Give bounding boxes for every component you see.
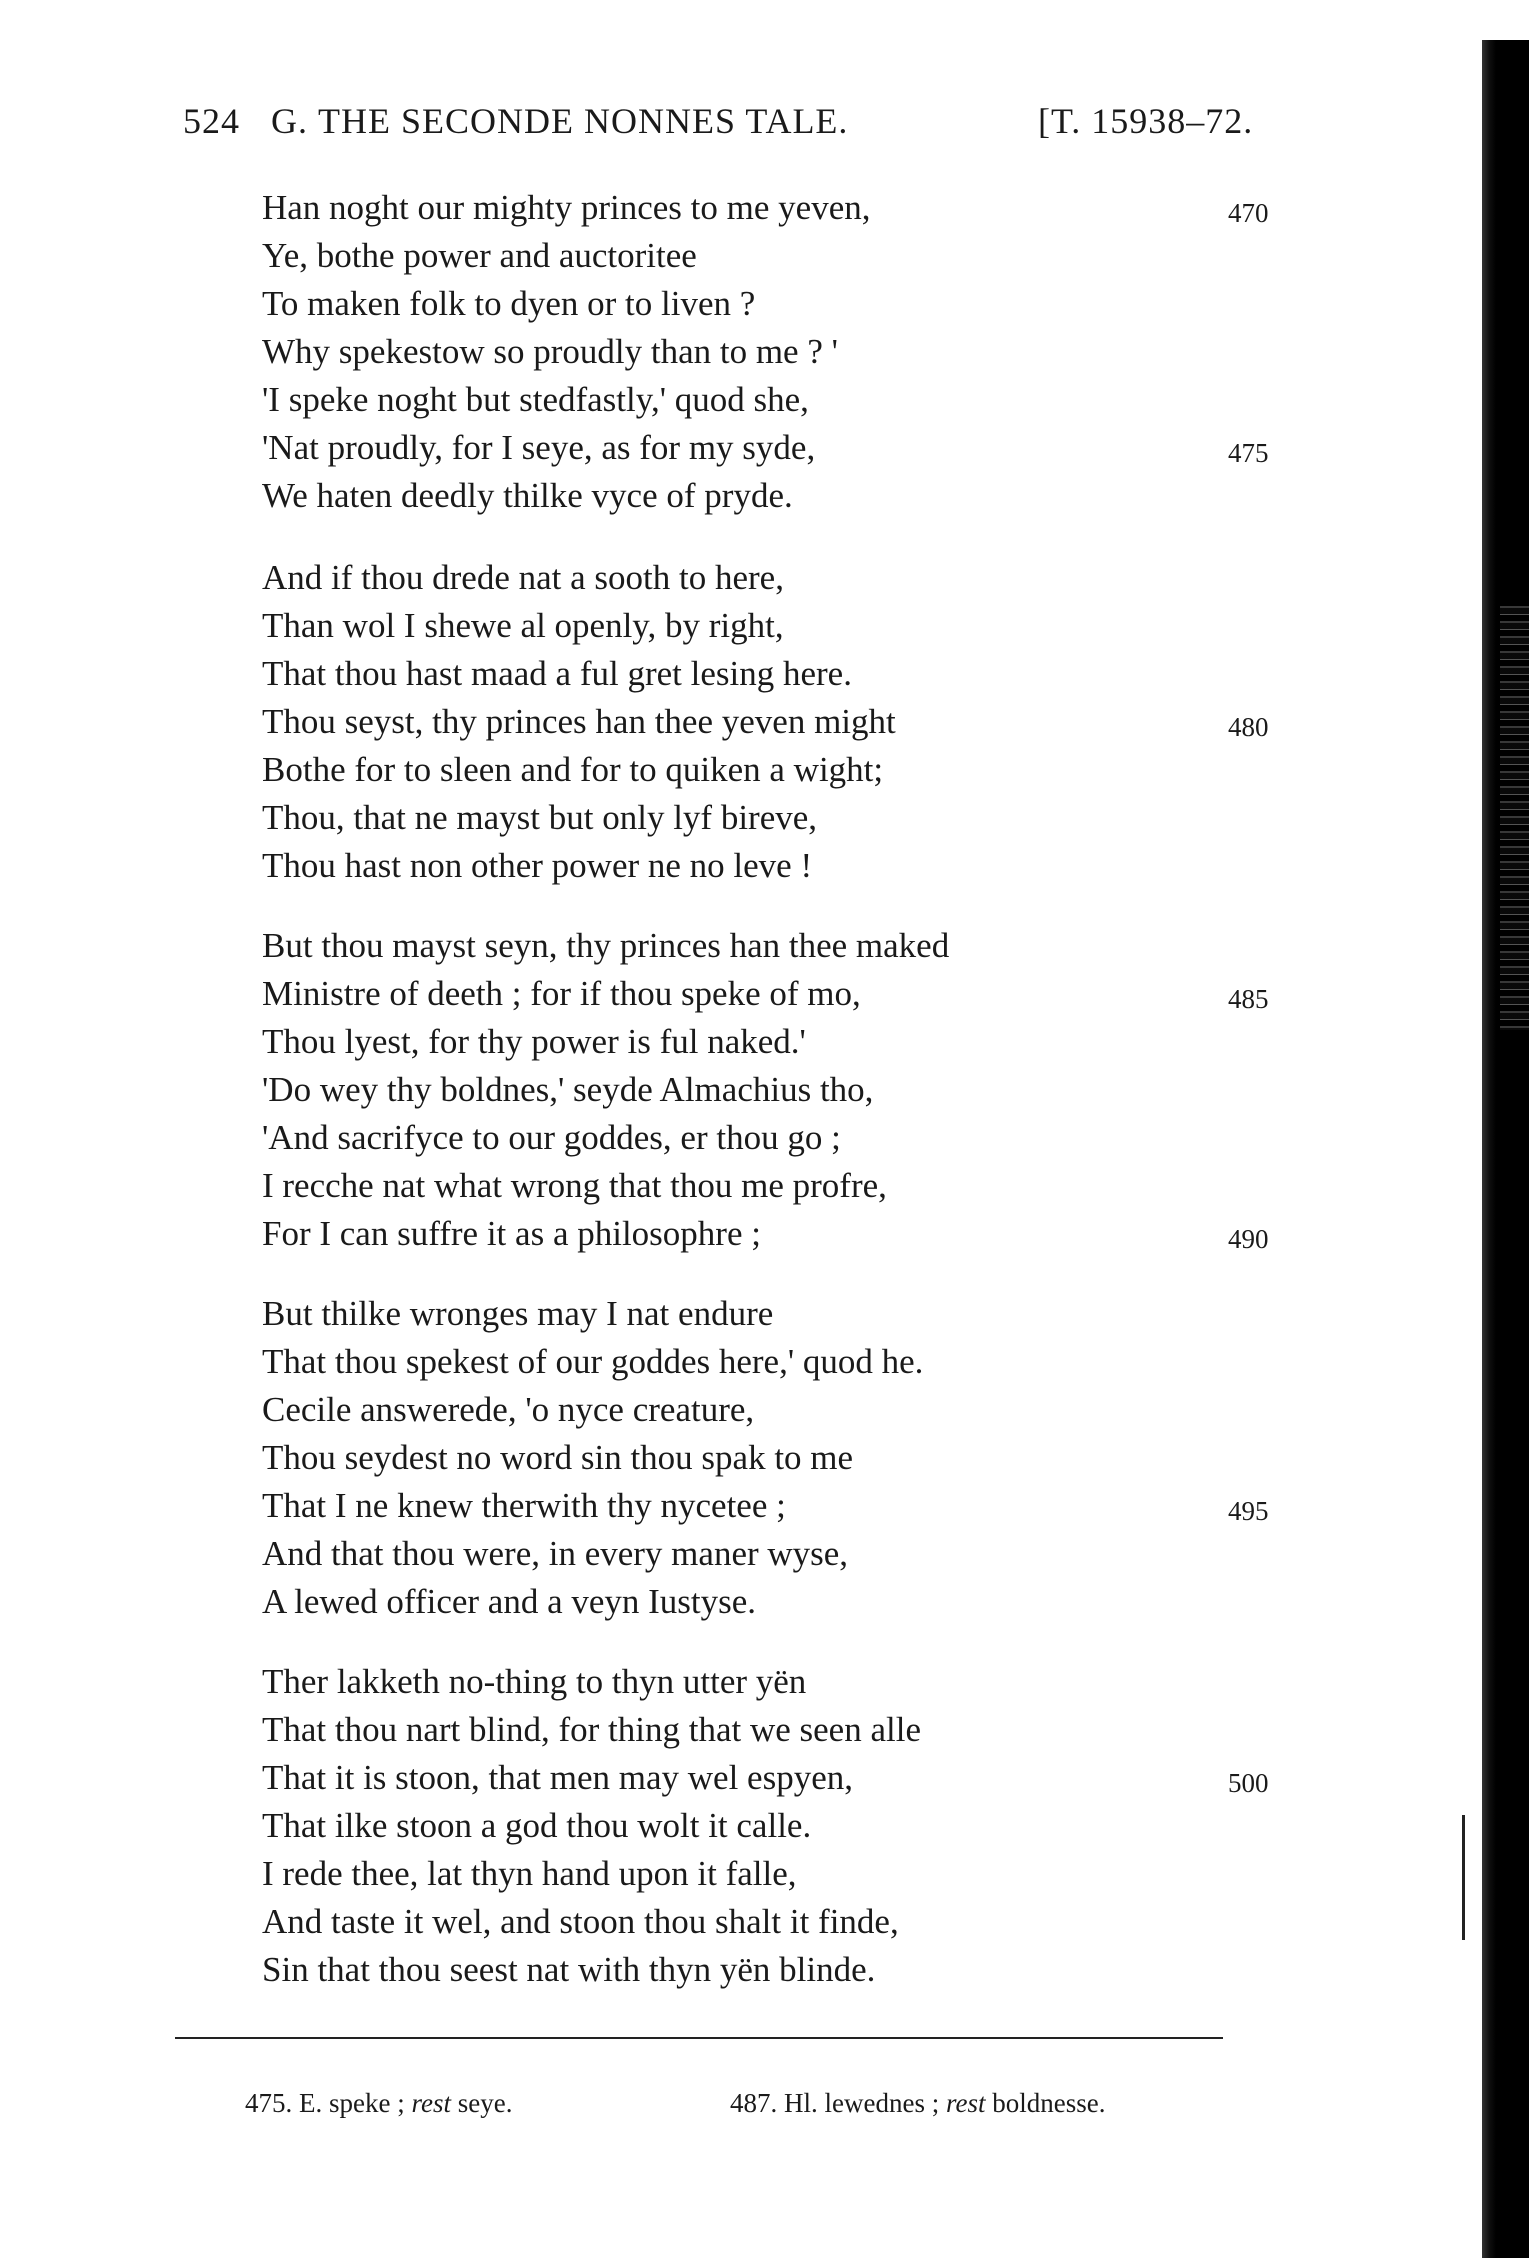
verse-line: To maken folk to dyen or to liven ? — [262, 284, 756, 323]
verse-line: That thou spekest of our goddes here,' quod he. — [262, 1342, 924, 1381]
verse-line: I recche nat what wrong that thou me profre, — [262, 1166, 887, 1205]
line-number: 490 — [1228, 1224, 1269, 1254]
line-number: 495 — [1228, 1496, 1269, 1526]
footnote-text: Hl. lewednes ; — [784, 2088, 940, 2118]
footnote-italic: rest — [411, 2088, 451, 2118]
footnote-text: E. speke ; — [299, 2088, 405, 2118]
verse-line: And if thou drede nat a sooth to here, — [262, 558, 784, 597]
footnote-number: 475. — [245, 2088, 293, 2118]
verse-line: Thou seyst, thy princes han thee yeven might — [262, 702, 896, 741]
line-number: 485 — [1228, 984, 1269, 1014]
verse-line: Ministre of deeth ; for if thou speke of mo, — [262, 974, 861, 1013]
binding-gap-mark — [1462, 1815, 1465, 1940]
tale-title: THE SECONDE NONNES TALE. — [318, 101, 849, 141]
verse-line: Thou lyest, for thy power is ful naked.' — [262, 1022, 806, 1061]
verse-line: That thou hast maad a ful gret lesing here. — [262, 654, 852, 693]
verse-line: 'I speke noght but stedfastly,' quod she, — [262, 380, 809, 419]
verse-line: Ther lakketh no-thing to thyn utter yën — [262, 1662, 807, 1701]
verse-line: That thou nart blind, for thing that we seen alle — [262, 1710, 921, 1749]
verse-line: Thou hast non other power ne no leve ! — [262, 846, 813, 885]
verse-line: For I can suffre it as a philosophre ; — [262, 1214, 761, 1253]
verse-line: But thilke wronges may I nat endure — [262, 1294, 774, 1333]
line-number: 500 — [1228, 1768, 1269, 1798]
line-number: 475 — [1228, 438, 1269, 468]
line-range: [T. 15938–72. — [1038, 101, 1254, 141]
verse-line: 'Nat proudly, for I seye, as for my syde, — [262, 428, 816, 467]
verse-line: That ilke stoon a god thou wolt it calle. — [262, 1806, 812, 1845]
verse-line: And that thou were, in every maner wyse, — [262, 1534, 849, 1573]
verse-line: 'And sacrifyce to our goddes, er thou go ; — [262, 1118, 841, 1157]
verse-line: I rede thee, lat thyn hand upon it falle, — [262, 1854, 797, 1893]
page-number: 524 — [183, 101, 240, 141]
verse-line: A lewed officer and a veyn Iustyse. — [262, 1582, 757, 1621]
verse-line: Thou seydest no word sin thou spak to me — [262, 1438, 854, 1477]
verse-line: Sin that thou seest nat with thyn yën blinde. — [262, 1950, 876, 1989]
verse-line: That I ne knew therwith thy nycetee ; — [262, 1486, 786, 1525]
verse-line: Han noght our mighty princes to me yeven, — [262, 188, 871, 227]
verse-line: Ye, bothe power and auctoritee — [262, 236, 697, 275]
verse-line: Thou, that ne mayst but only lyf bireve, — [262, 798, 818, 837]
binding-shadow — [1482, 40, 1529, 2258]
line-number: 470 — [1228, 198, 1269, 228]
verse-line: We haten deedly thilke vyce of pryde. — [262, 476, 793, 515]
footnote — [245, 2083, 512, 2123]
group-letter: G. — [271, 101, 308, 141]
verse-line: That it is stoon, that men may wel espyen, — [262, 1758, 854, 1797]
line-number: 480 — [1228, 712, 1269, 742]
footnote-text: boldnesse. — [992, 2088, 1106, 2118]
footnote-rule — [175, 2037, 1223, 2039]
verse-line: Cecile answerede, 'o nyce creature, — [262, 1390, 755, 1429]
verse-line: Why spekestow so proudly than to me ? ' — [262, 332, 838, 371]
binding-texture — [1500, 600, 1529, 1030]
verse-line: But thou mayst seyn, thy princes han thee maked — [262, 926, 950, 965]
verse-line: 'Do wey thy boldnes,' seyde Almachius tho, — [262, 1070, 874, 1109]
verse-line: And taste it wel, and stoon thou shalt it finde, — [262, 1902, 899, 1941]
footnote-number: 487. — [730, 2088, 778, 2118]
footnote-italic: rest — [945, 2088, 986, 2118]
verse-line: Bothe for to sleen and for to quiken a wight; — [262, 750, 884, 789]
footnote-text: seye. — [457, 2088, 513, 2118]
running-head — [183, 100, 1283, 150]
footnote — [730, 2083, 1105, 2123]
verse-line: Than wol I shewe al openly, by right, — [262, 606, 784, 645]
